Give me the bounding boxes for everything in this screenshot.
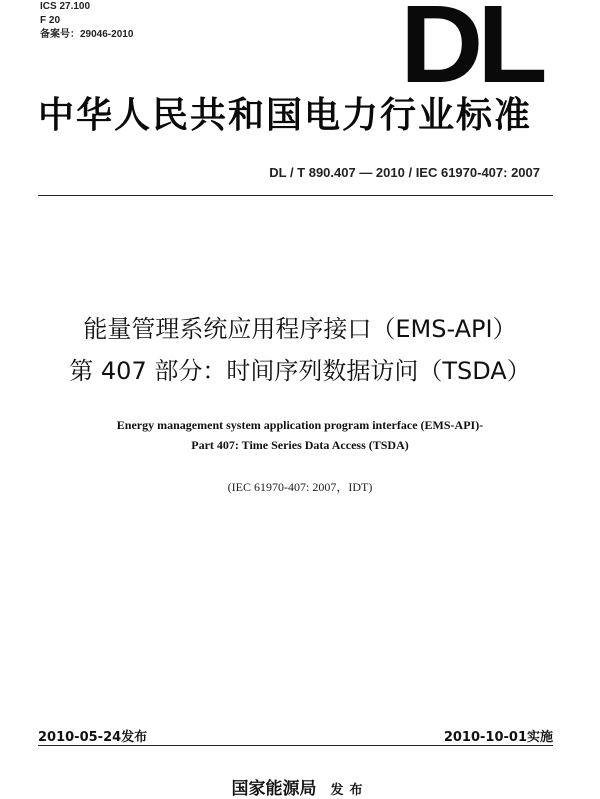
- publisher-action: 发布: [330, 783, 369, 798]
- chinese-title-line-2: 第 407 部分：时间序列数据访问（TSDA）: [69, 357, 531, 385]
- ics-code: ICS 27.100: [40, 1, 91, 12]
- bottom-divider: [38, 745, 553, 746]
- standard-category: 中华人民共和国电力行业标准: [38, 95, 533, 136]
- english-title-line-2: Part 407: Time Series Data Access (TSDA): [191, 438, 409, 452]
- dl-logo: DL: [400, 0, 542, 106]
- english-title-line-1: Energy management system application program interface (EMS-API)-: [116, 418, 484, 432]
- standard-number: DL / T 890.407 — 2010 / IEC 61970-407: 2007: [269, 165, 540, 180]
- issue-date: 2010-05-24发布: [38, 730, 148, 745]
- chinese-title-line-1: 能量管理系统应用程序接口（EMS-API）: [83, 315, 517, 343]
- implementation-date: 2010-10-01实施: [443, 730, 553, 745]
- record-number: 备案号：29046-2010: [40, 29, 134, 40]
- publisher-name: 国家能源局: [231, 779, 317, 799]
- publisher-line: [0, 774, 600, 799]
- top-divider: [38, 195, 553, 196]
- adoption-note: (IEC 61970-407: 2007，IDT): [227, 480, 373, 494]
- ccs-code: F 20: [40, 15, 61, 26]
